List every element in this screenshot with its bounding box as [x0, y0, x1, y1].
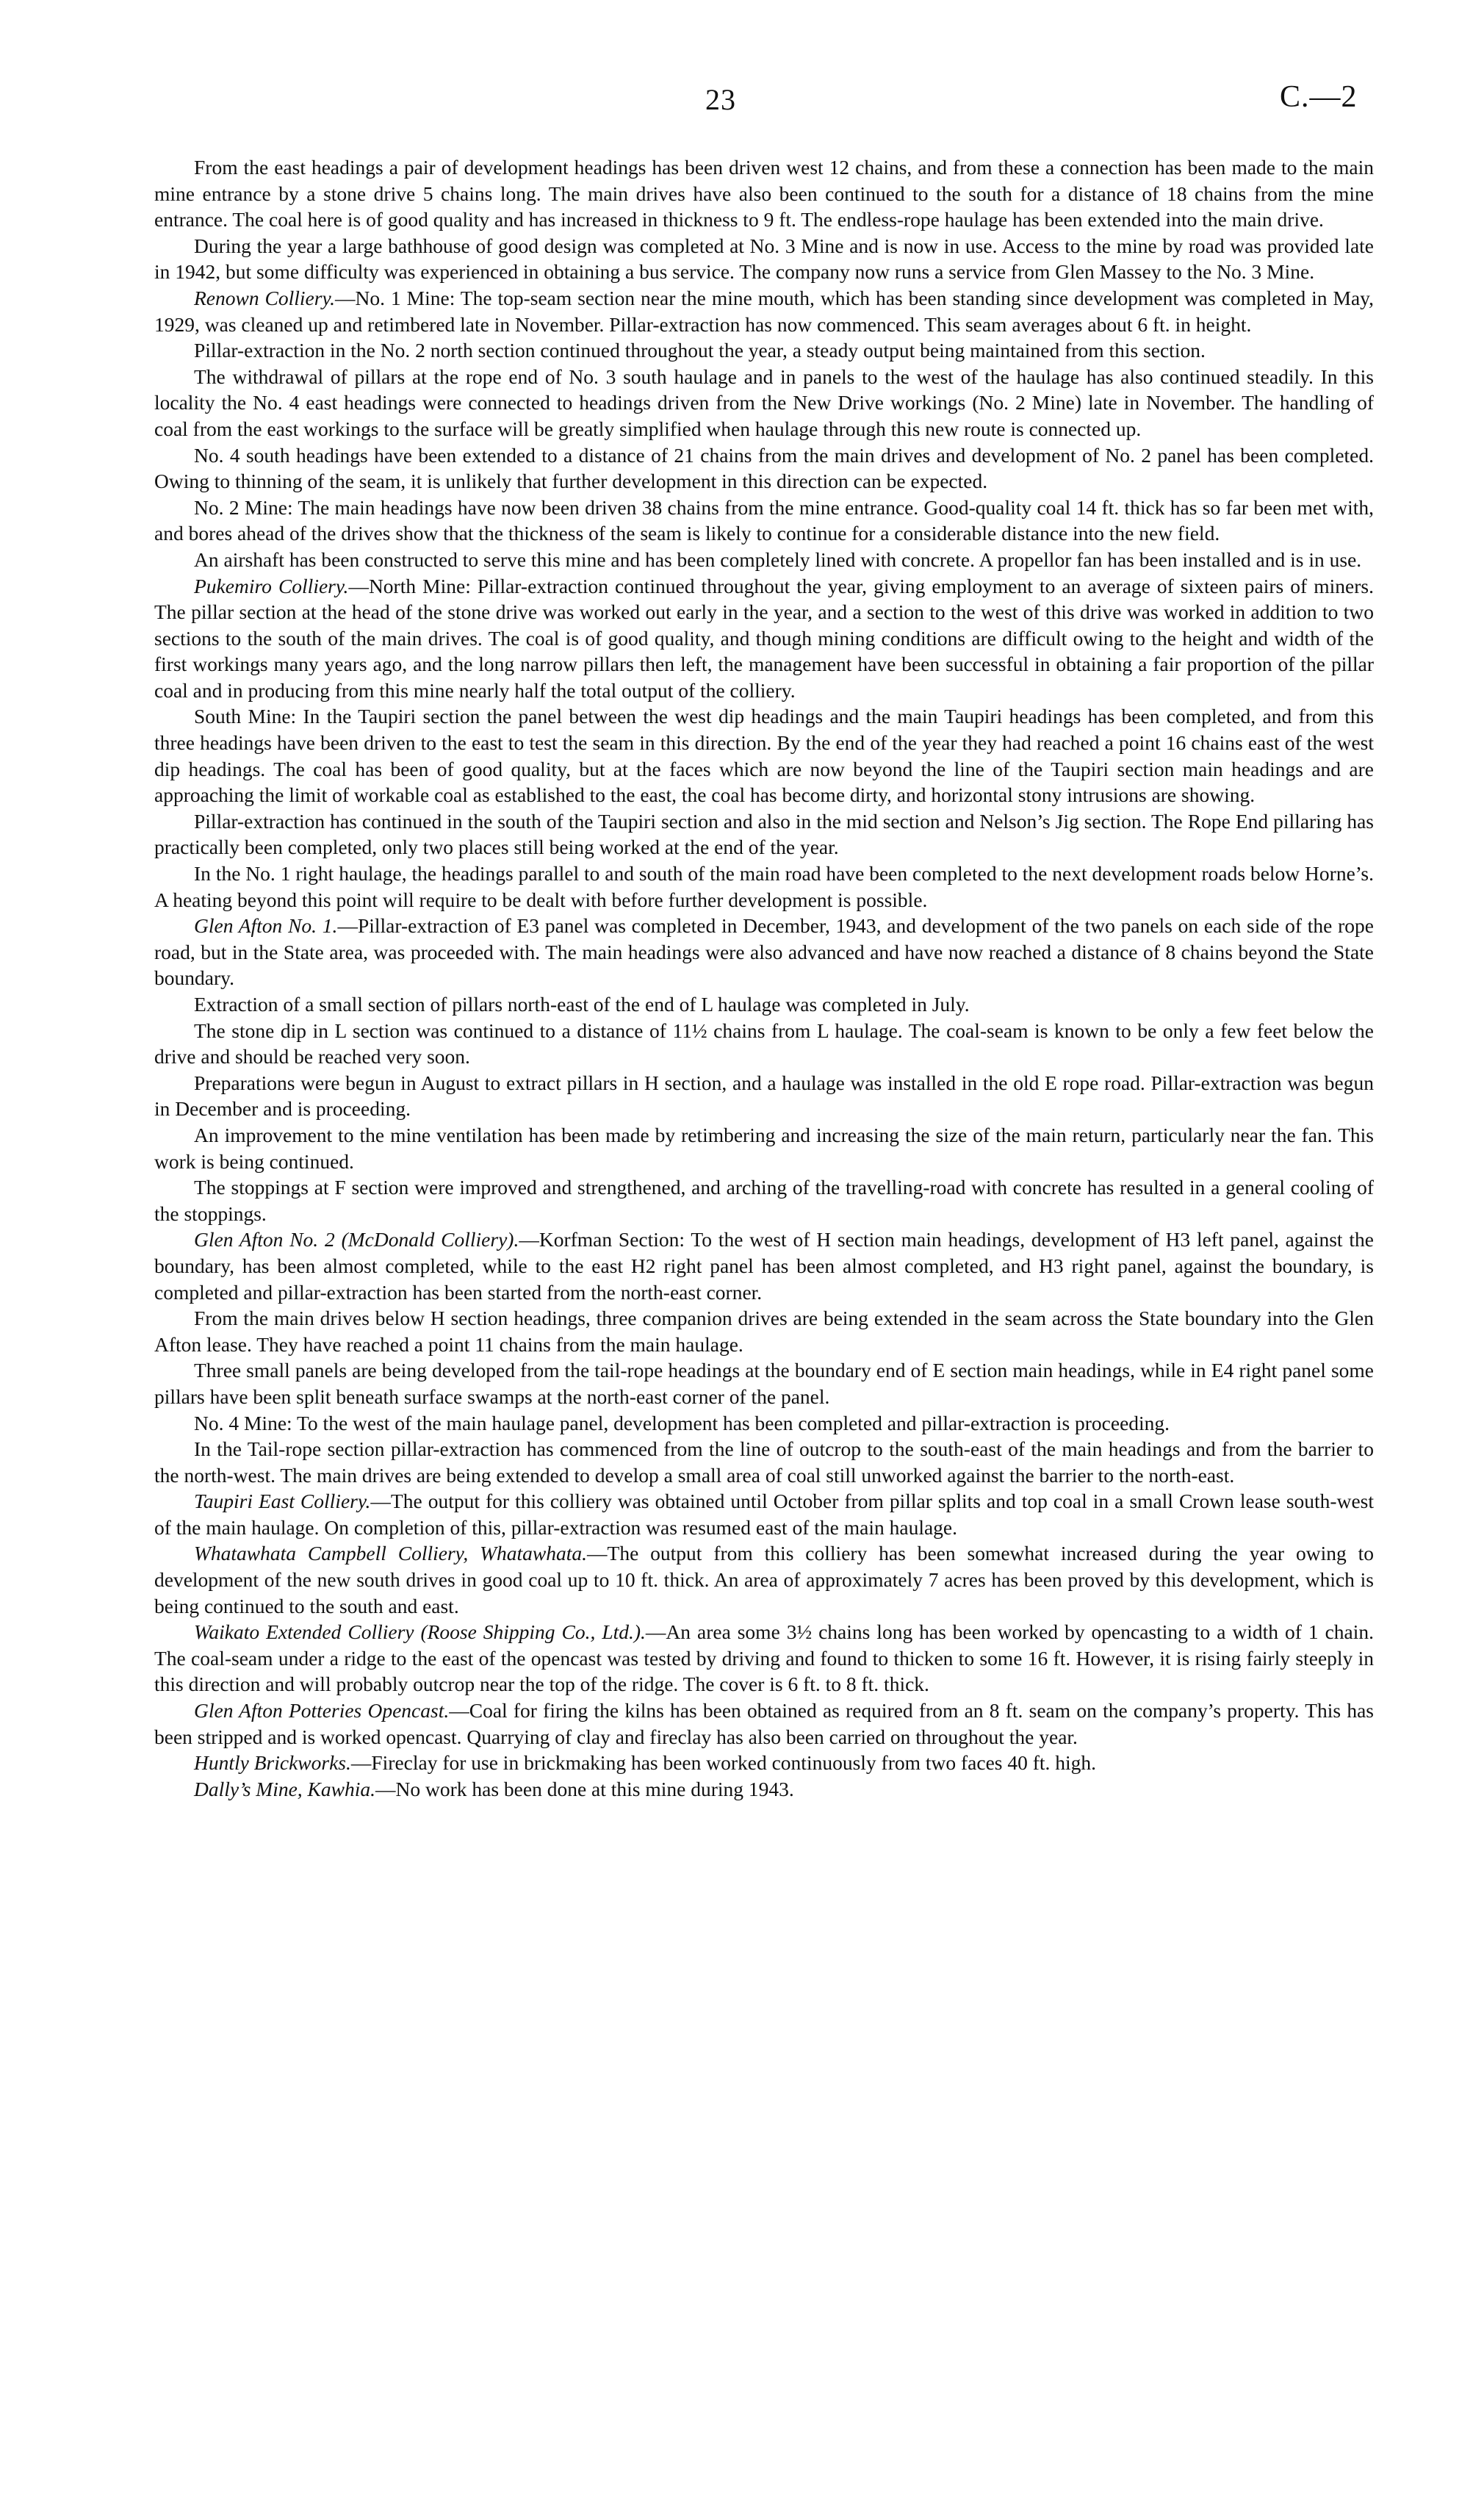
paragraph-text: South Mine: In the Taupiri section the panel between the west dip headings and the main Taupiri headings has been completed, and from this three headings have been driven to the east to test the seam in this direction. By the end of the year they had reached a point 16 chains east of the west dip headings. The coal has been of good quality, but at the faces which are now beyond the line of the Taupiri section main headings and are approaching the limit of workable coal as established to the east, the coal has become dirty, and horizontal stony intrusions are showing. — [154, 705, 1374, 807]
paragraph-text: —No work has been done at this mine during 1943. — [375, 1777, 794, 1800]
paragraph-text: No. 2 Mine: The main headings have now been driven 38 chains from the mine entrance. Good-quality coal 14 ft. thick has so far been met with, and bores ahead of the drives show that the thickness of the seam is likely to continue for a considerable distance into the new field. — [154, 495, 1374, 545]
paragraph-text: In the Tail-rope section pillar-extraction has commenced from the line of outcrop to the south-east of the main headings and from the barrier to the north-west. The main drives are being extended to develop a small area of coal still unworked against the barrier to the north-east. — [154, 1437, 1374, 1487]
paragraph-heading: Whatawhata Campbell Colliery, Whatawhata. — [194, 1542, 588, 1565]
paragraph — [154, 1226, 1374, 1305]
paragraph — [154, 861, 1374, 913]
paragraph — [154, 1410, 1374, 1437]
paragraph-text: —Coal for firing the kilns has been obtained as required from an 8 ft. seam on the company’s property. This has been stripped and is worked opencast. Quarrying of clay and fireclay has also been carried on throughout the year. — [154, 1699, 1374, 1748]
paragraph-heading: Waikato Extended Colliery (Roose Shipping Co., Ltd.). — [194, 1620, 646, 1644]
paragraph-heading: Pukemiro Colliery. — [194, 574, 349, 597]
paragraph — [154, 1070, 1374, 1122]
paragraph-text: The stoppings at F section were improved and strengthened, and arching of the travelling-road with concrete has resulted in a general cooling of the stoppings. — [154, 1176, 1374, 1225]
paragraph — [154, 1698, 1374, 1750]
paragraph-text: —North Mine: Pillar-extraction continued throughout the year, giving employment to an average of sixteen pairs of miners. The pillar section at the head of the stone drive was worked out early in the year, and a section to the west of this drive was worked in addition to two sections to the south of the main drives. The coal is of good quality, and though mining conditions are difficult owing to the height and width of the first workings many years ago, and the long narrow pillars then left, the management have been successful in obtaining a fair proportion of the pillar coal and in producing from this mine nearly half the total output of the colliery. — [154, 574, 1374, 702]
paragraph-heading: Renown Colliery. — [194, 286, 336, 309]
paragraph-text: Three small panels are being developed from the tail-rope headings at the boundary end of E section main headings, while in E4 right panel some pillars have been split beneath surface swamps at the north-east corner of the panel. — [154, 1359, 1374, 1408]
paragraph-text: The stone dip in L section was continued to a distance of 11½ chains from L haulage. The coal-seam is known to be only a few feet below the drive and should be reached very soon. — [154, 1019, 1374, 1068]
paragraph — [154, 1305, 1374, 1357]
paragraph — [154, 285, 1374, 337]
paragraph — [154, 154, 1374, 233]
paragraph — [154, 547, 1374, 573]
paragraph-text: Pillar-extraction in the No. 2 north section continued throughout the year, a steady output being maintained from this section. — [194, 339, 1206, 362]
paragraph-text: From the main drives below H section headings, three companion drives are being extended in the seam across the State boundary into the Glen Afton lease. They have reached a point 11 chains from the main haulage. — [154, 1307, 1374, 1356]
paragraph-text: From the east headings a pair of development headings has been driven west 12 chains, and from these a connection has been made to the main mine entrance by a stone drive 5 chains long. The main drives have also been continued to the south for a distance of 18 chains from the mine entrance. The coal here is of good quality and has increased in thickness to 9 ft. The endless-rope haulage has been extended into the main drive. — [154, 156, 1374, 231]
paragraph-text: —Fireclay for use in brickmaking has been worked continuously from two faces 40 ft. high. — [350, 1751, 1097, 1775]
page-number: 23 — [705, 83, 736, 116]
paragraph-text: Extraction of a small section of pillars north-east of the end of L haulage was completed in July. — [194, 993, 970, 1016]
paragraph — [154, 1488, 1374, 1540]
paragraph — [154, 913, 1374, 991]
paragraph-text: The withdrawal of pillars at the rope end of No. 3 south haulage and in panels to the west of the haulage has also continued steadily. In this locality the No. 4 east headings were connected to headings driven from the New Drive workings (No. 2 Mine) late in November. The handling of coal from the east workings to the surface will be greatly simplified when haulage through this new route is connected up. — [154, 364, 1374, 440]
paragraph-text: —No. 1 Mine: The top-seam section near the mine mouth, which has been standing since development was completed in May, 1929, was cleaned up and retimbered late in November. Pillar-extraction has now commenced. This seam averages about 6 ft. in height. — [154, 286, 1374, 336]
paragraph — [154, 703, 1374, 808]
paragraph-heading: Glen Afton No. 1. — [194, 914, 338, 938]
paragraph-text: No. 4 south headings have been extended to a distance of 21 chains from the main drives and development of No. 2 panel has been completed. Owing to thinning of the seam, it is unlikely that further development in this direction can be expected. — [154, 443, 1374, 493]
paragraph — [154, 991, 1374, 1018]
paragraph-text: An improvement to the mine ventilation has been made by retimbering and increasing the size of the main return, particularly near the fan. This work is being continued. — [154, 1123, 1374, 1173]
paragraph-text: —The output for this colliery was obtained until October from pillar splits and top coal in a small Crown lease south-west of the main haulage. On completion of this, pillar-extraction was resumed east of the main haulage. — [154, 1490, 1374, 1539]
paragraph — [154, 1540, 1374, 1619]
paragraph — [154, 1619, 1374, 1698]
paragraph-heading: Dally’s Mine, Kawhia. — [194, 1777, 375, 1800]
paragraph-text: —Korfman Section: To the west of H section main headings, development of H3 left panel, against the boundary, has been almost completed, while to the east H2 right panel has been almost completed, and H3 right panel, against the boundary, is completed and pillar-extraction has been started from the north-east corner. — [154, 1228, 1374, 1304]
paragraph — [154, 337, 1374, 364]
paragraph-heading: Glen Afton Potteries Opencast. — [194, 1699, 450, 1723]
paragraph-text: No. 4 Mine: To the west of the main haulage panel, development has been completed and pillar-extraction is proceeding. — [194, 1411, 1170, 1434]
paragraph — [154, 573, 1374, 704]
paragraph-text: —An area some 3½ chains long has been worked by opencasting to a width of 1 chain. The coal-seam under a ridge to the east of the opencast was tested by driving and found to thicken to some 16 ft. However, it is rising fairly steeply in this direction and will probably outcrop near the top of the ridge. The cover is 6 ft. to 8 ft. thick. — [154, 1620, 1374, 1696]
body-text — [154, 154, 1374, 1802]
paragraph — [154, 1174, 1374, 1226]
paragraph — [154, 808, 1374, 861]
paragraph-heading: Taupiri East Colliery. — [194, 1490, 371, 1513]
paragraph — [154, 1436, 1374, 1488]
paragraph-text: In the No. 1 right haulage, the headings parallel to and south of the main road have been completed to the next development roads below Horne’s. A heating beyond this point will require to be dealt with before further development is possible. — [154, 862, 1374, 911]
paragraph-heading: Glen Afton No. 2 (McDonald Colliery). — [194, 1228, 519, 1251]
paragraph-text: —The output from this colliery has been somewhat increased during the year owing to development of the new south drives in good coal up to 10 ft. thick. An area of approximately 7 acres has been proved by this development, which is being continued to the south and east. — [154, 1542, 1374, 1617]
paragraph-text: An airshaft has been constructed to serve this mine and has been completely lined with concrete. A propellor fan has been installed and is in use. — [194, 547, 1362, 571]
paragraph — [154, 442, 1374, 495]
paragraph — [154, 1018, 1374, 1070]
document-reference: C.—2 — [1280, 80, 1358, 114]
paragraph-text: —Pillar-extraction of E3 panel was completed in December, 1943, and development of the two panels on each side of the rope road, but in the State area, was proceeded with. The main headings were also advanced and have now reached a distance of 8 chains beyond the State boundary. — [154, 914, 1374, 990]
paragraph-heading: Huntly Brickworks. — [194, 1751, 351, 1775]
paragraph — [154, 495, 1374, 547]
paragraph — [154, 1122, 1374, 1174]
paragraph-text: Preparations were begun in August to extract pillars in H section, and a haulage was installed in the old E rope road. Pillar-extraction was begun in December and is proceeding. — [154, 1071, 1374, 1121]
paragraph — [154, 233, 1374, 285]
paragraph — [154, 1357, 1374, 1409]
paragraph-text: During the year a large bathhouse of good design was completed at No. 3 Mine and is now in use. Access to the mine by road was provided late in 1942, but some difficulty was experienced in obtaining a bus service. The company now runs a service from Glen Massey to the No. 3 Mine. — [154, 234, 1374, 284]
paragraph — [154, 1776, 1374, 1803]
paragraph — [154, 1750, 1374, 1776]
paragraph — [154, 364, 1374, 442]
paragraph-text: Pillar-extraction has continued in the south of the Taupiri section and also in the mid section and Nelson’s Jig section. The Rope End pillaring has practically been completed, only two places still being worked at the end of the year. — [154, 809, 1374, 859]
